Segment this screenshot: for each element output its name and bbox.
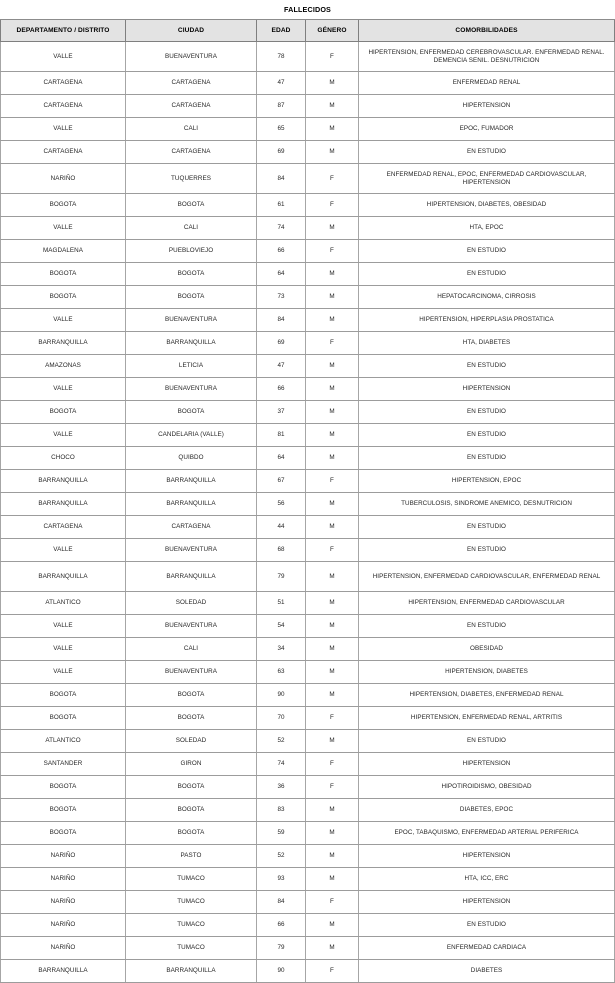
cell-genero: F xyxy=(306,960,359,983)
cell-departamento: BOGOTA xyxy=(1,822,126,845)
cell-ciudad: SOLEDAD xyxy=(126,730,257,753)
cell-ciudad: BOGOTA xyxy=(126,822,257,845)
cell-departamento: VALLE xyxy=(1,615,126,638)
cell-edad: 69 xyxy=(257,141,306,164)
cell-genero: M xyxy=(306,118,359,141)
cell-comorbilidades: EN ESTUDIO xyxy=(359,355,615,378)
cell-edad: 70 xyxy=(257,707,306,730)
cell-departamento: BOGOTA xyxy=(1,776,126,799)
cell-departamento: VALLE xyxy=(1,378,126,401)
cell-genero: F xyxy=(306,164,359,194)
cell-ciudad: BARRANQUILLA xyxy=(126,332,257,355)
cell-ciudad: LETICIA xyxy=(126,355,257,378)
cell-genero: M xyxy=(306,95,359,118)
cell-comorbilidades: EN ESTUDIO xyxy=(359,141,615,164)
cell-edad: 87 xyxy=(257,95,306,118)
cell-comorbilidades: HIPERTENSION, HIPERPLASIA PROSTATICA xyxy=(359,309,615,332)
cell-genero: F xyxy=(306,240,359,263)
cell-comorbilidades: HIPERTENSION, DIABETES, ENFERMEDAD RENAL xyxy=(359,684,615,707)
cell-ciudad: QUIBDO xyxy=(126,447,257,470)
column-header-comorbilidades[interactable]: COMORBILIDADES xyxy=(359,20,615,42)
cell-departamento: VALLE xyxy=(1,217,126,240)
cell-edad: 93 xyxy=(257,868,306,891)
cell-departamento: VALLE xyxy=(1,42,126,72)
cell-genero: M xyxy=(306,937,359,960)
cell-departamento: BOGOTA xyxy=(1,286,126,309)
table-row[interactable] xyxy=(1,240,615,263)
cell-genero: F xyxy=(306,470,359,493)
cell-comorbilidades: DIABETES, EPOC xyxy=(359,799,615,822)
cell-genero: M xyxy=(306,309,359,332)
cell-departamento: VALLE xyxy=(1,309,126,332)
cell-comorbilidades: HIPERTENSION, ENFERMEDAD RENAL, ARTRITIS xyxy=(359,707,615,730)
cell-edad: 79 xyxy=(257,937,306,960)
cell-ciudad: BARRANQUILLA xyxy=(126,562,257,592)
table-row[interactable] xyxy=(1,141,615,164)
cell-departamento: NARIÑO xyxy=(1,891,126,914)
cell-comorbilidades: HIPERTENSION xyxy=(359,378,615,401)
cell-genero: M xyxy=(306,638,359,661)
cell-ciudad: PASTO xyxy=(126,845,257,868)
cell-ciudad: BUENAVENTURA xyxy=(126,42,257,72)
cell-genero: M xyxy=(306,286,359,309)
cell-ciudad: BUENAVENTURA xyxy=(126,661,257,684)
cell-edad: 68 xyxy=(257,539,306,562)
table-row[interactable] xyxy=(1,592,615,615)
cell-edad: 66 xyxy=(257,240,306,263)
cell-genero: M xyxy=(306,401,359,424)
table-row[interactable] xyxy=(1,470,615,493)
cell-edad: 65 xyxy=(257,118,306,141)
cell-genero: F xyxy=(306,891,359,914)
cell-comorbilidades: HIPERTENSION, ENFERMEDAD CARDIOVASCULAR, ENFERMEDAD RENAL xyxy=(359,562,615,592)
table-row[interactable] xyxy=(1,776,615,799)
cell-comorbilidades: HIPERTENSION, DIABETES xyxy=(359,661,615,684)
cell-edad: 84 xyxy=(257,164,306,194)
table-row[interactable] xyxy=(1,539,615,562)
cell-genero: M xyxy=(306,615,359,638)
table-header-row xyxy=(1,20,615,42)
cell-departamento: BARRANQUILLA xyxy=(1,960,126,983)
cell-comorbilidades: HEPATOCARCINOMA, CIRROSIS xyxy=(359,286,615,309)
cell-genero: F xyxy=(306,42,359,72)
cell-genero: F xyxy=(306,539,359,562)
cell-edad: 74 xyxy=(257,217,306,240)
cell-ciudad: BOGOTA xyxy=(126,776,257,799)
table-row[interactable] xyxy=(1,516,615,539)
cell-genero: M xyxy=(306,661,359,684)
cell-ciudad: TUMACO xyxy=(126,868,257,891)
cell-departamento: VALLE xyxy=(1,539,126,562)
cell-comorbilidades: EN ESTUDIO xyxy=(359,539,615,562)
cell-ciudad: BUENAVENTURA xyxy=(126,615,257,638)
cell-ciudad: GIRON xyxy=(126,753,257,776)
cell-comorbilidades: HIPERTENSION xyxy=(359,891,615,914)
cell-comorbilidades: ENFERMEDAD RENAL, EPOC, ENFERMEDAD CARDIOVASCULAR, HIPERTENSION xyxy=(359,164,615,194)
table-body xyxy=(1,42,615,983)
table-row[interactable] xyxy=(1,868,615,891)
cell-departamento: NARIÑO xyxy=(1,164,126,194)
cell-ciudad: CALI xyxy=(126,217,257,240)
cell-departamento: CARTAGENA xyxy=(1,95,126,118)
cell-ciudad: BARRANQUILLA xyxy=(126,470,257,493)
cell-edad: 63 xyxy=(257,661,306,684)
cell-genero: M xyxy=(306,447,359,470)
cell-comorbilidades: EN ESTUDIO xyxy=(359,240,615,263)
cell-comorbilidades: HTA, ICC, ERC xyxy=(359,868,615,891)
cell-ciudad: CANDELARIA (VALLE) xyxy=(126,424,257,447)
cell-ciudad: BUENAVENTURA xyxy=(126,378,257,401)
cell-ciudad: BARRANQUILLA xyxy=(126,493,257,516)
cell-comorbilidades: OBESIDAD xyxy=(359,638,615,661)
table-row[interactable] xyxy=(1,118,615,141)
table-row[interactable] xyxy=(1,960,615,983)
cell-genero: M xyxy=(306,72,359,95)
cell-comorbilidades: EPOC, TABAQUISMO, ENFERMEDAD ARTERIAL PERIFERICA xyxy=(359,822,615,845)
cell-edad: 47 xyxy=(257,355,306,378)
cell-genero: M xyxy=(306,799,359,822)
cell-edad: 59 xyxy=(257,822,306,845)
cell-comorbilidades: ENFERMEDAD CARDIACA xyxy=(359,937,615,960)
table-row[interactable] xyxy=(1,424,615,447)
cell-comorbilidades: EN ESTUDIO xyxy=(359,401,615,424)
cell-edad: 90 xyxy=(257,960,306,983)
cell-comorbilidades: HIPERTENSION, ENFERMEDAD CEREBROVASCULAR. ENFERMEDAD RENAL. DEMENCIA SENIL. DESNUTRICION xyxy=(359,42,615,72)
cell-comorbilidades: HIPERTENSION, ENFERMEDAD CARDIOVASCULAR xyxy=(359,592,615,615)
cell-departamento: NARIÑO xyxy=(1,937,126,960)
cell-ciudad: BOGOTA xyxy=(126,286,257,309)
cell-ciudad: TUMACO xyxy=(126,937,257,960)
cell-departamento: BOGOTA xyxy=(1,263,126,286)
cell-departamento: BOGOTA xyxy=(1,799,126,822)
table-row[interactable] xyxy=(1,822,615,845)
table-row[interactable] xyxy=(1,447,615,470)
cell-edad: 54 xyxy=(257,615,306,638)
cell-departamento: NARIÑO xyxy=(1,845,126,868)
cell-genero: F xyxy=(306,332,359,355)
cell-comorbilidades: EN ESTUDIO xyxy=(359,914,615,937)
cell-genero: M xyxy=(306,263,359,286)
cell-ciudad: CALI xyxy=(126,118,257,141)
cell-departamento: BARRANQUILLA xyxy=(1,332,126,355)
cell-genero: F xyxy=(306,194,359,217)
table-row[interactable] xyxy=(1,309,615,332)
cell-edad: 36 xyxy=(257,776,306,799)
cell-departamento: NARIÑO xyxy=(1,914,126,937)
cell-edad: 66 xyxy=(257,914,306,937)
table-row[interactable] xyxy=(1,217,615,240)
cell-departamento: CARTAGENA xyxy=(1,516,126,539)
cell-edad: 83 xyxy=(257,799,306,822)
cell-comorbilidades: EN ESTUDIO xyxy=(359,447,615,470)
cell-genero: M xyxy=(306,141,359,164)
cell-genero: M xyxy=(306,868,359,891)
cell-departamento: CARTAGENA xyxy=(1,141,126,164)
cell-departamento: BOGOTA xyxy=(1,401,126,424)
cell-comorbilidades: EN ESTUDIO xyxy=(359,615,615,638)
table-row[interactable] xyxy=(1,707,615,730)
table-title-row xyxy=(1,0,615,20)
table-row[interactable] xyxy=(1,378,615,401)
table-row[interactable] xyxy=(1,799,615,822)
cell-departamento: BARRANQUILLA xyxy=(1,493,126,516)
table-row[interactable] xyxy=(1,72,615,95)
cell-edad: 51 xyxy=(257,592,306,615)
cell-ciudad: BOGOTA xyxy=(126,401,257,424)
table-row[interactable] xyxy=(1,562,615,592)
page-title: FALLECIDOS xyxy=(1,0,615,20)
cell-comorbilidades: HIPERTENSION, EPOC xyxy=(359,470,615,493)
cell-comorbilidades: EN ESTUDIO xyxy=(359,424,615,447)
cell-ciudad: CARTAGENA xyxy=(126,72,257,95)
cell-departamento: AMAZONAS xyxy=(1,355,126,378)
cell-ciudad: TUMACO xyxy=(126,914,257,937)
table-row[interactable] xyxy=(1,891,615,914)
cell-comorbilidades: TUBERCULOSIS, SINDROME ANEMICO, DESNUTRICION xyxy=(359,493,615,516)
cell-edad: 44 xyxy=(257,516,306,539)
cell-departamento: BARRANQUILLA xyxy=(1,562,126,592)
column-header-ciudad[interactable]: CIUDAD xyxy=(126,20,257,42)
cell-edad: 84 xyxy=(257,309,306,332)
cell-genero: F xyxy=(306,776,359,799)
cell-departamento: CARTAGENA xyxy=(1,72,126,95)
cell-edad: 84 xyxy=(257,891,306,914)
cell-genero: M xyxy=(306,562,359,592)
cell-departamento: BARRANQUILLA xyxy=(1,470,126,493)
cell-genero: M xyxy=(306,914,359,937)
cell-genero: M xyxy=(306,493,359,516)
cell-edad: 67 xyxy=(257,470,306,493)
cell-comorbilidades: DIABETES xyxy=(359,960,615,983)
cell-edad: 73 xyxy=(257,286,306,309)
cell-genero: F xyxy=(306,753,359,776)
cell-departamento: VALLE xyxy=(1,424,126,447)
table-row[interactable] xyxy=(1,286,615,309)
table-row[interactable] xyxy=(1,638,615,661)
cell-genero: M xyxy=(306,730,359,753)
cell-edad: 74 xyxy=(257,753,306,776)
cell-genero: M xyxy=(306,822,359,845)
column-header-edad[interactable]: EDAD xyxy=(257,20,306,42)
cell-ciudad: CARTAGENA xyxy=(126,95,257,118)
column-header-departamento[interactable]: DEPARTAMENTO / DISTRITO xyxy=(1,20,126,42)
cell-departamento: NARIÑO xyxy=(1,868,126,891)
table-row[interactable] xyxy=(1,730,615,753)
cell-edad: 79 xyxy=(257,562,306,592)
cell-ciudad: BOGOTA xyxy=(126,684,257,707)
cell-comorbilidades: EN ESTUDIO xyxy=(359,516,615,539)
table-row[interactable] xyxy=(1,263,615,286)
cell-genero: M xyxy=(306,424,359,447)
cell-departamento: MAGDALENA xyxy=(1,240,126,263)
cell-edad: 90 xyxy=(257,684,306,707)
table-row[interactable] xyxy=(1,937,615,960)
cell-departamento: ATLANTICO xyxy=(1,592,126,615)
cell-genero: M xyxy=(306,592,359,615)
cell-edad: 52 xyxy=(257,730,306,753)
cell-ciudad: TUQUERRES xyxy=(126,164,257,194)
cell-ciudad: BOGOTA xyxy=(126,194,257,217)
cell-ciudad: PUEBLOVIEJO xyxy=(126,240,257,263)
table-row[interactable] xyxy=(1,753,615,776)
cell-edad: 66 xyxy=(257,378,306,401)
cell-ciudad: CARTAGENA xyxy=(126,141,257,164)
cell-comorbilidades: HIPERTENSION, DIABETES, OBESIDAD xyxy=(359,194,615,217)
cell-edad: 47 xyxy=(257,72,306,95)
cell-comorbilidades: HIPERTENSION xyxy=(359,753,615,776)
cell-departamento: BOGOTA xyxy=(1,194,126,217)
cell-edad: 64 xyxy=(257,447,306,470)
cell-edad: 64 xyxy=(257,263,306,286)
table-row[interactable] xyxy=(1,164,615,194)
table-row[interactable] xyxy=(1,493,615,516)
cell-departamento: BOGOTA xyxy=(1,707,126,730)
cell-genero: M xyxy=(306,516,359,539)
cell-comorbilidades: ENFERMEDAD RENAL xyxy=(359,72,615,95)
table-head xyxy=(1,0,615,42)
cell-genero: M xyxy=(306,845,359,868)
cell-genero: M xyxy=(306,217,359,240)
cell-ciudad: CALI xyxy=(126,638,257,661)
cell-genero: M xyxy=(306,355,359,378)
table-row[interactable] xyxy=(1,194,615,217)
table-row[interactable] xyxy=(1,95,615,118)
cell-comorbilidades: EN ESTUDIO xyxy=(359,730,615,753)
cell-comorbilidades: EPOC, FUMADOR xyxy=(359,118,615,141)
cell-departamento: SANTANDER xyxy=(1,753,126,776)
cell-ciudad: SOLEDAD xyxy=(126,592,257,615)
cell-ciudad: BOGOTA xyxy=(126,707,257,730)
cell-ciudad: BOGOTA xyxy=(126,263,257,286)
cell-departamento: ATLANTICO xyxy=(1,730,126,753)
table-row[interactable] xyxy=(1,684,615,707)
cell-edad: 69 xyxy=(257,332,306,355)
cell-comorbilidades: HTA, EPOC xyxy=(359,217,615,240)
cell-comorbilidades: HTA, DIABETES xyxy=(359,332,615,355)
cell-departamento: VALLE xyxy=(1,638,126,661)
column-header-genero[interactable]: GÉNERO xyxy=(306,20,359,42)
cell-comorbilidades: HIPOTIROIDISMO, OBESIDAD xyxy=(359,776,615,799)
cell-departamento: VALLE xyxy=(1,118,126,141)
cell-edad: 61 xyxy=(257,194,306,217)
cell-genero: M xyxy=(306,378,359,401)
cell-genero: M xyxy=(306,684,359,707)
cell-departamento: BOGOTA xyxy=(1,684,126,707)
table-row[interactable] xyxy=(1,914,615,937)
cell-ciudad: CARTAGENA xyxy=(126,516,257,539)
cell-comorbilidades: EN ESTUDIO xyxy=(359,263,615,286)
cell-ciudad: BOGOTA xyxy=(126,799,257,822)
table-row[interactable] xyxy=(1,845,615,868)
table-row[interactable] xyxy=(1,42,615,72)
cell-departamento: CHOCO xyxy=(1,447,126,470)
cell-genero: F xyxy=(306,707,359,730)
table-row[interactable] xyxy=(1,615,615,638)
cell-edad: 56 xyxy=(257,493,306,516)
cell-edad: 34 xyxy=(257,638,306,661)
cell-ciudad: BUENAVENTURA xyxy=(126,309,257,332)
cell-edad: 81 xyxy=(257,424,306,447)
cell-edad: 52 xyxy=(257,845,306,868)
cell-ciudad: TUMACO xyxy=(126,891,257,914)
cell-comorbilidades: HIPERTENSION xyxy=(359,845,615,868)
cell-ciudad: BARRANQUILLA xyxy=(126,960,257,983)
cell-ciudad: BUENAVENTURA xyxy=(126,539,257,562)
table-row[interactable] xyxy=(1,332,615,355)
cell-departamento: VALLE xyxy=(1,661,126,684)
cell-comorbilidades: HIPERTENSION xyxy=(359,95,615,118)
table-row[interactable] xyxy=(1,661,615,684)
table-row[interactable] xyxy=(1,355,615,378)
cell-edad: 37 xyxy=(257,401,306,424)
table-row[interactable] xyxy=(1,401,615,424)
cell-edad: 78 xyxy=(257,42,306,72)
